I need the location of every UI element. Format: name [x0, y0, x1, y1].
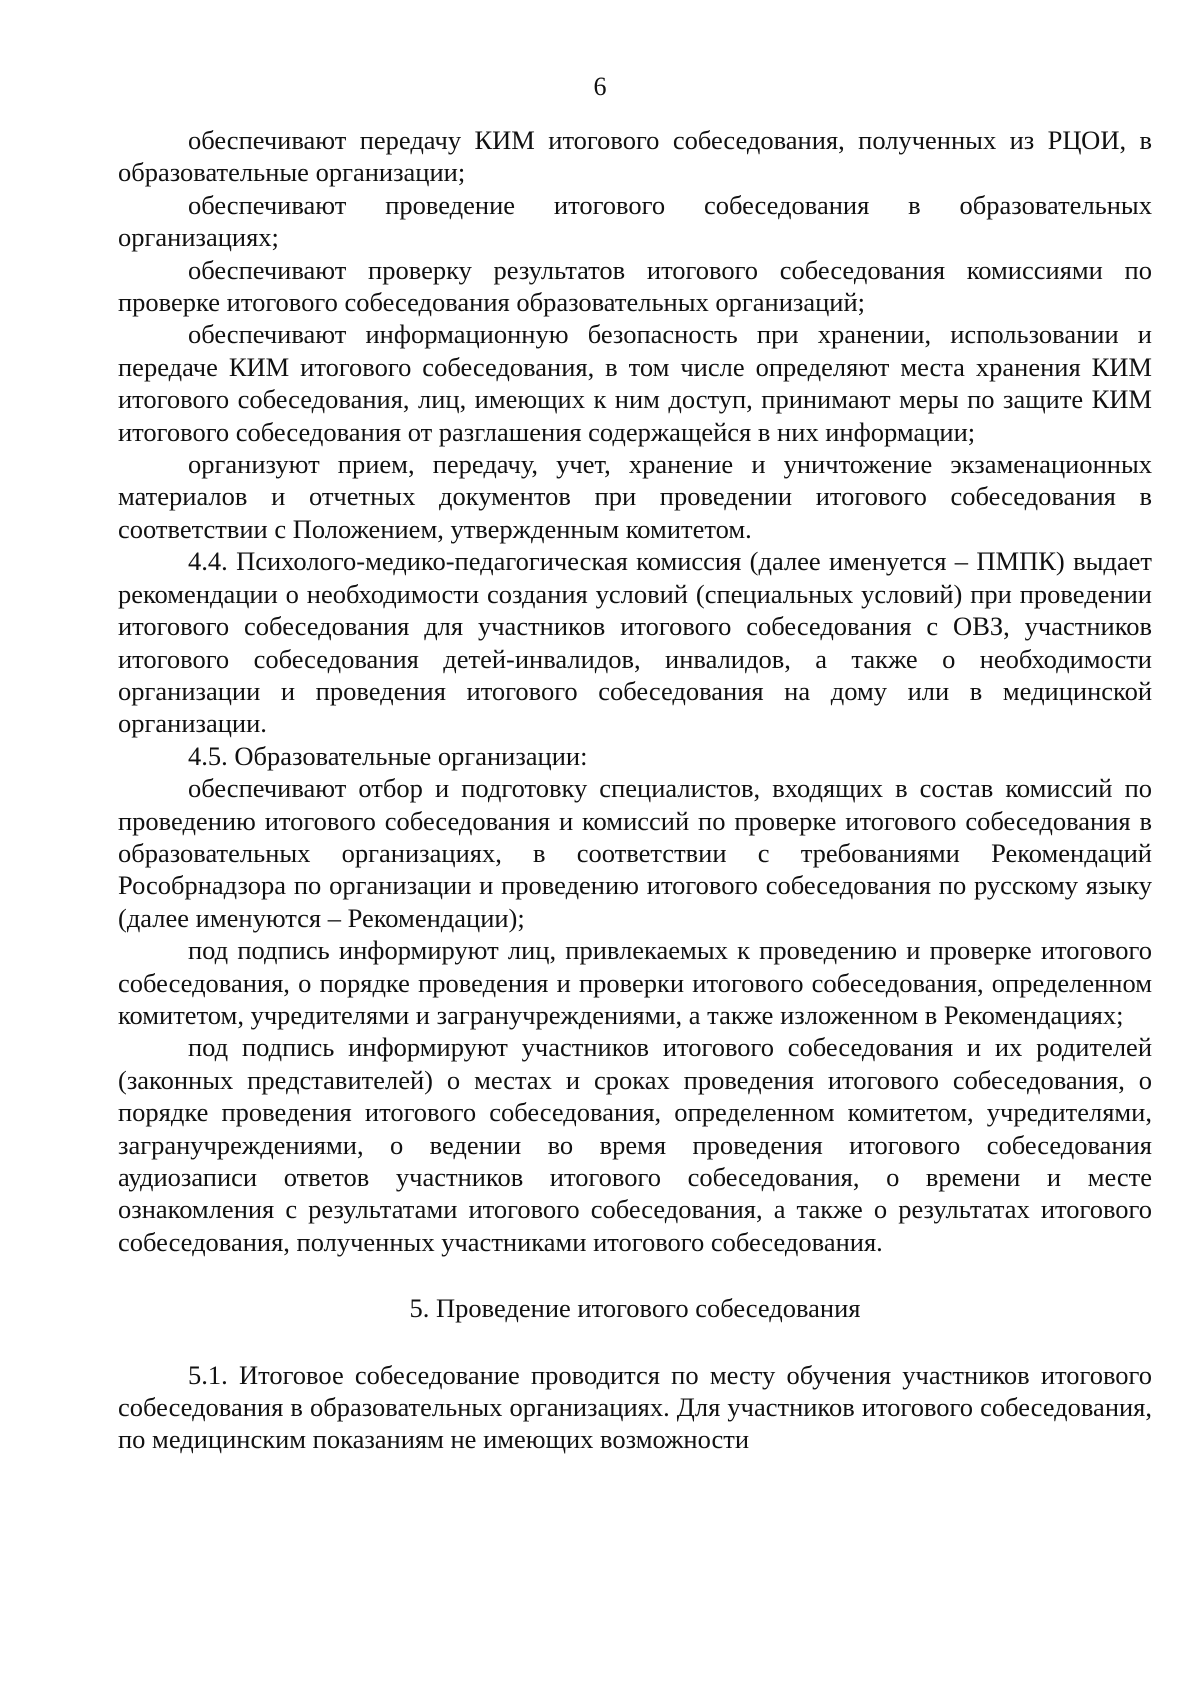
paragraph-1: обеспечивают передачу КИМ итогового собеседования, полученных из РЦОИ, в образовательные организации; [118, 125, 1152, 188]
paragraph-10: под подпись информируют участников итогового собеседования и их родителей (законных представителей) о местах и сроках проведения итогового собеседования, о порядке проведения итогового собеседования, определенном комитетом, учредителями, загранучреждениями, о ведении во время проведения итогового собеседования аудиозаписи ответов участников итогового собеседования, о времени и месте ознакомления с результатами итогового собеседования, а также о результатах итогового собеседования, полученных участниками итогового собеседования. [118, 1032, 1152, 1257]
paragraph-3: обеспечивают проверку результатов итогового собеседования комиссиями по проверке итогового собеседования образовательных организаций; [118, 254, 1152, 318]
paragraph-4-4: 4.4. Психолого-медико-педагогическая комиссия (далее именуется – ПМПК) выдает рекомендации о необходимости создания условий (специальных условий) при проведении итогового собеседования для участников итогового собеседования с ОВЗ, участников итогового собеседования детей-инвалидов, инвалидов, а также о необходимости организации и проведения итогового собеседования на дому или в медицинской организации. [118, 546, 1152, 739]
paragraph-8: обеспечивают отбор и подготовку специалистов, входящих в состав комиссий по проведению итогового собеседования и комиссий по проверке итогового собеседования в образовательных организациях, в соответствии с требованиями Рекомендаций Рособрнадзора по организации и проведению итогового собеседования по русскому языку (далее именуются – Рекомендации); [118, 773, 1152, 933]
paragraph-9: под подпись информируют лиц, привлекаемых к проведению и проверке итогового собеседования, о порядке проведения и проверки итогового собеседования, определенном комитетом, учредителями и загранучреждениями, а также изложенном в Рекомендациях; [118, 935, 1152, 1030]
section-heading-wrap [118, 1292, 1152, 1324]
document-body [118, 124, 1152, 1456]
page-number: 6 [593, 72, 607, 101]
paragraph-4: обеспечивают информационную безопасность при хранении, использовании и передаче КИМ итогового собеседования, в том числе определяют места хранения КИМ итогового собеседования, лиц, имеющих к ним доступ, принимают меры по защите КИМ итогового собеседования от разглашения содержащейся в них информации; [118, 319, 1152, 447]
paragraph-4-5: 4.5. Образовательные организации: [188, 740, 588, 771]
paragraph-5-1: 5.1. Итоговое собеседование проводится по месту обучения участников итогового собеседования в образовательных организациях. Для участников итогового собеседования, по медицинским показаниям не имеющих возможности [118, 1359, 1152, 1455]
section-heading: 5. Проведение итогового собеседования [409, 1293, 861, 1324]
paragraph-5: организуют прием, передачу, учет, хранение и уничтожение экзаменационных материалов и отчетных документов при проведении итогового собеседования в соответствии с Положением, утвержденным комитетом. [118, 449, 1152, 544]
paragraph-2: обеспечивают проведение итогового собеседования в образовательных организациях; [118, 189, 1152, 253]
